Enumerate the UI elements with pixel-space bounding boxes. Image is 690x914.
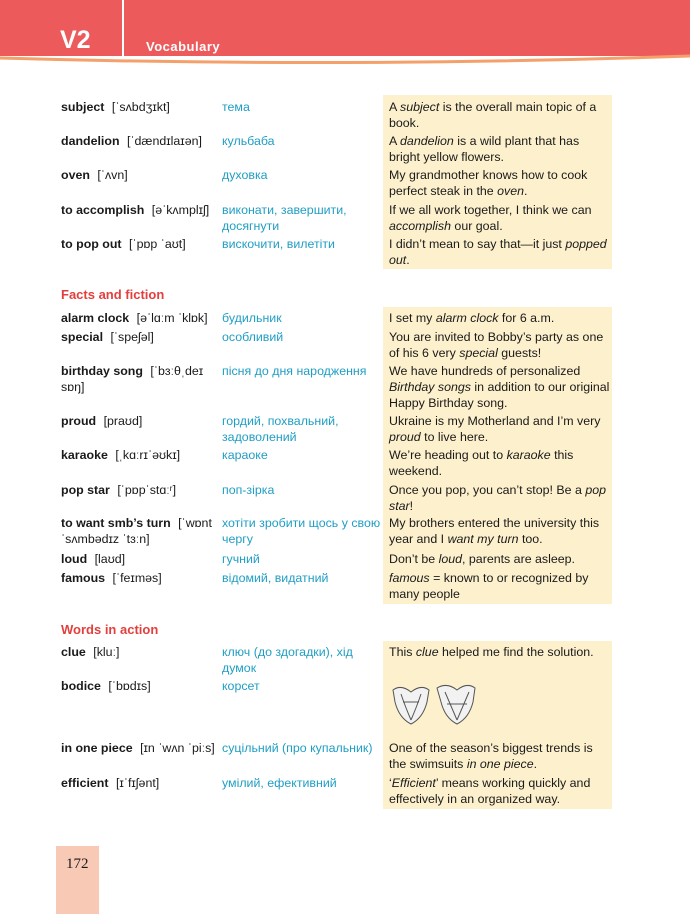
section-title-facts-and-fiction: Facts and fiction	[61, 287, 165, 302]
transcription: [əˈkʌmplɪʃ]	[151, 203, 210, 217]
bodice-illustration	[389, 680, 479, 728]
ukrainian-translation: духовка	[222, 168, 268, 182]
ukrainian-translation: умілий, ефективний	[222, 776, 337, 790]
example-sentence	[389, 202, 611, 234]
example-sentence	[389, 310, 611, 326]
ukrainian-translation: будильник	[222, 311, 282, 325]
example-keyword: Birthday songs	[389, 380, 471, 394]
example-keyword: oven	[497, 184, 525, 198]
example-sentence	[389, 363, 611, 411]
vocab-word	[61, 740, 221, 756]
example-keyword: popped out	[389, 237, 607, 267]
example-text: guests!	[497, 346, 542, 360]
example-keyword: loud	[438, 552, 463, 566]
transcription: [ˌkɑːrɪˈəʊkɪ]	[115, 448, 181, 462]
unit-code: V2	[60, 26, 91, 54]
header-divider	[122, 0, 124, 56]
headword: in one piece	[61, 741, 133, 755]
example-text: .	[524, 184, 528, 198]
headword: alarm clock	[61, 311, 130, 325]
ukrainian-translation: суцільний (про купальник)	[222, 741, 373, 755]
example-keyword: want my turn	[447, 532, 519, 546]
section-title-words-in-action: Words in action	[61, 622, 159, 637]
ukrainian-translation: поп-зірка	[222, 483, 275, 497]
example-text: our goal.	[450, 219, 503, 233]
example-keyword: clue	[415, 645, 439, 659]
example-text: .	[533, 757, 538, 771]
ukrainian-translation: караоке	[222, 448, 268, 462]
ukrainian-translation: пісня до дня народження	[222, 364, 367, 378]
transcription: [ˈsʌbdʒɪkt]	[111, 100, 170, 114]
transcription: [ɪˈfɪʃənt]	[115, 776, 160, 790]
headword: clue	[61, 645, 86, 659]
vocab-word	[61, 363, 221, 395]
vocab-word	[61, 99, 221, 115]
vocab-word	[61, 236, 221, 252]
vocab-word	[61, 329, 221, 345]
example-sentence	[389, 482, 611, 514]
transcription: [ˈʌvn]	[97, 168, 128, 182]
transcription: [əˈlɑːm ˈklɒk]	[136, 311, 208, 325]
vocab-word	[61, 167, 221, 183]
headword: dandelion	[61, 134, 120, 148]
headword: pop star	[61, 483, 110, 497]
example-text: Ukraine is my Motherland and I’m very	[389, 414, 601, 428]
example-keyword: pop star	[389, 483, 606, 513]
example-text: My grandmother knows how to cook perfect steak in the	[389, 168, 588, 198]
example-text: We’re heading out to	[389, 448, 507, 462]
header-curve-decoration	[0, 54, 690, 68]
example-text: I didn’t mean to say that—it just	[389, 237, 566, 251]
headword: proud	[61, 414, 97, 428]
example-keyword: dandelion	[400, 134, 454, 148]
headword: efficient	[61, 776, 109, 790]
ukrainian-translation: гордий, похвальний, задоволений	[222, 414, 339, 444]
example-text: ‘	[389, 776, 392, 790]
section-heading: Vocabulary	[146, 39, 221, 54]
headword: special	[61, 330, 104, 344]
transcription: [ˈdændɪlaɪən]	[126, 134, 202, 148]
example-text: Don’t be	[389, 552, 439, 566]
example-text: Once you pop, you can’t stop! Be a	[389, 483, 586, 497]
example-keyword: famous	[389, 571, 430, 585]
example-text: ’ means working quickly and effectively in an organized way.	[389, 776, 591, 806]
transcription: [ˈbɒdɪs]	[108, 679, 151, 693]
vocab-word	[61, 775, 221, 791]
example-text: I set my	[389, 311, 436, 325]
transcription: [ɪn ˈwʌn ˈpiːs]	[140, 741, 215, 755]
example-text: My brothers entered the university this year and I	[389, 516, 600, 546]
example-sentence	[389, 570, 611, 602]
transcription: [ˈspeʃəl]	[110, 330, 154, 344]
headword: to want smb’s turn	[61, 516, 171, 530]
example-sentence	[389, 133, 611, 165]
example-keyword: alarm clock	[435, 311, 499, 325]
example-keyword: karaoke	[506, 448, 551, 462]
vocab-word	[61, 551, 221, 567]
vocab-word	[61, 310, 221, 326]
example-keyword: accomplish	[389, 219, 451, 233]
example-sentence	[389, 236, 611, 268]
ukrainian-translation: корсет	[222, 679, 260, 693]
vocab-word	[61, 413, 221, 429]
example-sentence	[389, 413, 611, 445]
example-text: helped me find the solution.	[438, 645, 594, 659]
ukrainian-translation: тема	[222, 100, 250, 114]
vocab-word	[61, 570, 221, 586]
example-sentence	[389, 644, 611, 660]
example-sentence	[389, 329, 611, 361]
vocab-word	[61, 678, 221, 694]
transcription: [ˈfeɪməs]	[112, 571, 162, 585]
example-keyword: proud	[389, 430, 421, 444]
example-text: .	[406, 253, 410, 267]
example-keyword: in one piece	[466, 757, 534, 771]
ukrainian-translation: кульбаба	[222, 134, 275, 148]
ukrainian-translation: гучний	[222, 552, 260, 566]
headword: loud	[61, 552, 88, 566]
transcription: [ˈwɒnt ˈsʌmbədɪz ˈtɜːn]	[61, 516, 212, 546]
example-text: !	[409, 499, 414, 513]
example-keyword: special	[459, 346, 498, 360]
page-header	[0, 0, 690, 56]
headword: famous	[61, 571, 106, 585]
example-text: You are invited to Bobby’s party as one of his 6 very	[389, 330, 604, 360]
vocab-word	[61, 202, 221, 218]
page-number: 172	[66, 856, 89, 872]
example-text: in addition to our original Happy Birthday song.	[389, 380, 610, 410]
example-text: for 6 a.m.	[498, 311, 555, 325]
ukrainian-translation: ключ (до здогадки), хід думок	[222, 645, 353, 675]
vocab-word	[61, 482, 221, 498]
example-text: is a wild plant that has bright yellow flowers.	[389, 134, 580, 164]
ukrainian-translation: виконати, завершити, досягнути	[222, 203, 347, 233]
transcription: [ˈbɜːθˌdeɪ sɒŋ]	[61, 364, 204, 394]
example-text: If we all work together, I think we can	[389, 203, 592, 217]
ukrainian-translation: хотіти зробити щось у свою чергу	[222, 516, 381, 546]
example-text: is the overall main topic of a book.	[389, 100, 597, 130]
example-text: this weekend.	[389, 448, 574, 478]
transcription: [ˈpɒpˈstɑːʳ]	[117, 483, 177, 497]
example-text: , parents are asleep.	[462, 552, 575, 566]
headword: to pop out	[61, 237, 122, 251]
vocab-word	[61, 133, 221, 149]
example-text: too.	[518, 532, 543, 546]
example-text: A	[389, 100, 401, 114]
headword: bodice	[61, 679, 101, 693]
transcription: [ˈpɒp ˈaʊt]	[129, 237, 186, 251]
example-sentence	[389, 99, 611, 131]
example-sentence	[389, 167, 611, 199]
example-sentence	[389, 775, 611, 807]
example-text: This	[389, 645, 416, 659]
vocab-word	[61, 515, 221, 547]
transcription: [praʊd]	[103, 414, 143, 428]
example-text: = known to or recognized by many people	[389, 571, 589, 601]
headword: karaoke	[61, 448, 108, 462]
example-keyword: subject	[400, 100, 440, 114]
transcription: [laʊd]	[94, 552, 126, 566]
example-text: to live here.	[420, 430, 489, 444]
example-sentence	[389, 740, 611, 772]
example-text: One of the season’s biggest trends is the swimsuits	[389, 741, 593, 771]
example-sentence	[389, 447, 611, 479]
headword: to accomplish	[61, 203, 145, 217]
ukrainian-translation: відомий, видатний	[222, 571, 329, 585]
example-keyword: Efficient	[391, 776, 436, 790]
transcription: [kluː]	[93, 645, 120, 659]
headword: oven	[61, 168, 90, 182]
ukrainian-translation: вискочити, вилетіти	[222, 237, 335, 251]
vocab-word	[61, 447, 221, 463]
example-text: A	[389, 134, 401, 148]
vocab-word	[61, 644, 221, 660]
example-text: We have hundreds of personalized	[389, 364, 581, 378]
headword: subject	[61, 100, 105, 114]
example-sentence	[389, 515, 611, 547]
example-sentence	[389, 551, 611, 567]
ukrainian-translation: особливий	[222, 330, 284, 344]
headword: birthday song	[61, 364, 143, 378]
